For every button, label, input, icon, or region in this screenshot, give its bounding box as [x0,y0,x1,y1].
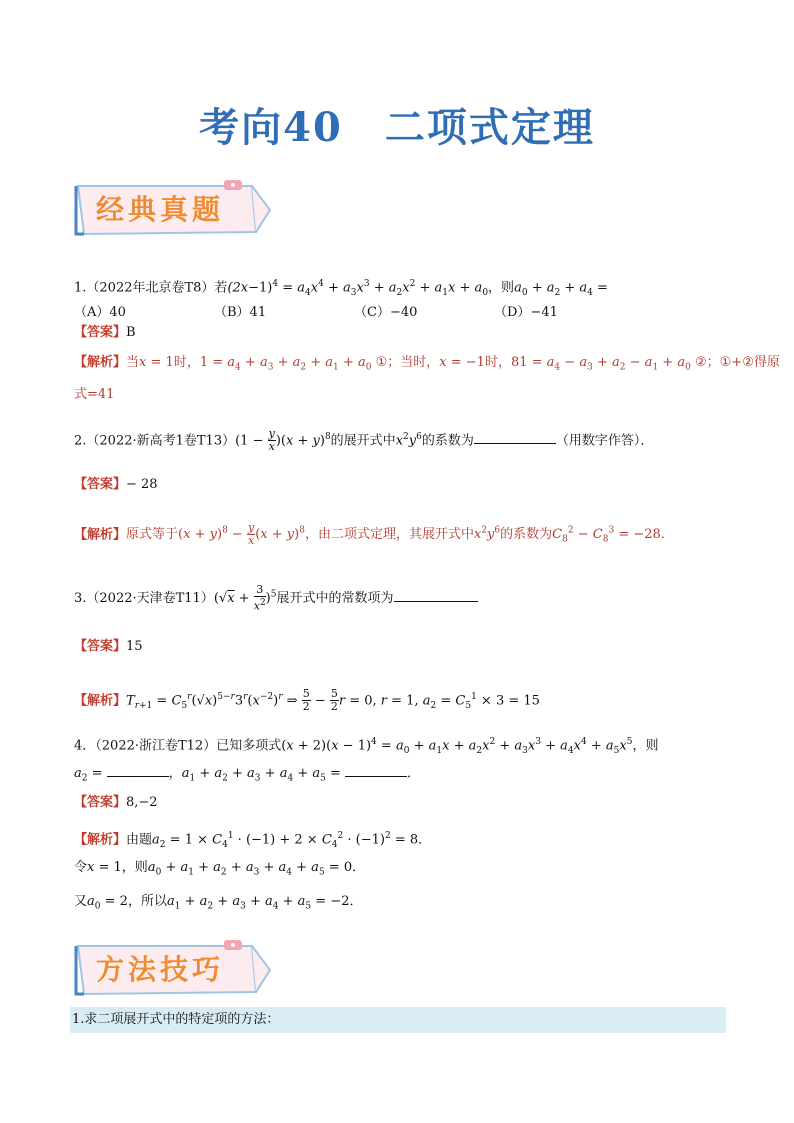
q1-stem-end: ，则 [488,280,515,296]
analysis-tag: 【解析】 [74,527,127,543]
question-1: 1.（2022年北京卷T8）若$(2x-1)^4 = a_4x^4 + a_3x^3 + a_2x^2 + a_1x + a_0$，则$a_0 + a_2 + a_4$ = [74,279,608,298]
q1-analysis: 【解析】当x = 1时，$1 = a_4 + a_3 + a_2 + a_1 + a_0$ ①；当时，x = −1时，$81 = a_4 - a_3 + a_2 - a_1 + a_0$ ②；①+②得原 [74,355,780,373]
q3-analysis: 【解析】$T_{r+1} = C_5^r(√x)^{5-r}3^r(x^{-2})^r$ ⇒ $\frac{5}{2}$ − $\frac{5}{2}$ r = 0, r = 1, $a_2 = C_5^1 \times 3 = 15$ [74,687,540,714]
title-topic-name: 二项式定理 [384,104,595,151]
q1-analysis-text1: 时， [173,355,200,370]
q4-blanks: $a_2$ = ，$a_1 + a_2 + a_3 + a_4 + a_5$ = ． [74,766,421,784]
q4-analysis-intro: 由题 [126,832,153,848]
q4-line2-mid: ，则 [121,860,148,875]
q2-stem-mid: 的展开式中 [330,433,396,449]
q4-analysis-line2: 令x = 1，则$a_0 + a_1 + a_2 + a_3 + a_4 + a_5 = 0$． [74,860,366,878]
q2-analysis-mid: ，由二项式定理，其展开式中 [304,527,474,543]
question-2: 2.（2022·新高考1卷T13）(1 − $\frac{y}{x}$ )$(x + y)^8$的展开式中$x^2y^6$的系数为 （用数字作答）． [74,427,654,454]
section-title-classic: 经典真题 [96,193,225,226]
q4-answer [74,793,734,813]
q4-source: 4．（2022·浙江卷T12）已知多项式 [74,738,282,754]
answer-tag: 【答案】 [74,325,127,340]
q4-line3-start: 又 [74,894,88,909]
q1-source: 1.（2022年北京卷T8）若 [74,280,228,296]
q2-answer-value: − 28 [126,477,158,492]
question-4: 4．（2022·浙江卷T12）已知多项式$(x + 2)(x - 1)^4 = a_0 + a_1x + a_2x^2 + a_3x^3 + a_4x^4 + a_5x^5$，则 [74,737,659,756]
q4-answer-value: 8,−2 [126,795,158,810]
answer-tag: 【答案】 [74,477,127,492]
q2-answer-blank[interactable] [474,431,556,444]
q1-analysis-intro: 当 [126,355,140,370]
q1-analysis-tail: 式=41 [74,387,115,402]
q1-option-d: （D）−41 [494,305,558,320]
question-3: 3.（2022·天津卷T11）(√x + $\frac{3}{x^2}$ )$^5$展开式中的常数项为 [74,584,734,613]
q4-analysis-line3: 又$a_0 = 2$，所以$a_1 + a_2 + a_3 + a_4 + a_5 = -2$． [74,894,363,912]
q1-option-a: （A）40 [74,305,126,320]
q1-analysis-text4: ；①+②得原 [706,355,780,370]
q1-option-c: （C）−40 [354,305,418,320]
page-title [0,96,794,153]
answer-tag: 【答案】 [74,639,127,654]
q4-line2-start: 令 [74,860,88,875]
analysis-tag: 【解析】 [74,693,127,709]
q2-answer [74,475,734,495]
q3-answer-blank[interactable] [394,589,478,602]
analysis-tag: 【解析】 [74,832,127,848]
analysis-tag: 【解析】 [74,355,127,370]
q2-stem-end: 的系数为 [421,433,474,449]
q4-blank-sum[interactable] [345,764,407,777]
q1-analysis-text2: ；当时， [387,355,440,370]
q2-analysis: 【解析】原式等于$(x + y)^8$ − $\frac{y}{x}$ $(x + y)^8$，由二项式定理，其展开式中$x^2y^6$的系数为$C_8^2 - C_8^3 = -28$． [74,521,674,548]
q4-blank-a2[interactable] [107,764,169,777]
q3-stem-end: 展开式中的常数项为 [276,590,394,606]
q1-options [74,303,734,323]
q1-analysis-text3: 时， [484,355,511,370]
q1-option-b: （B）41 [214,305,267,320]
q3-answer-value: 15 [126,639,143,654]
section-banner-method [74,940,284,996]
q1-answer [74,323,734,343]
answer-tag: 【答案】 [74,795,127,810]
q2-source: 2.（2022·新高考1卷T13） [74,433,236,449]
q4-stem-end: ，则 [632,738,659,754]
q2-analysis-intro: 原式等于 [126,527,179,543]
q1-answer-value: B [126,325,136,340]
q2-stem-tail: （用数字作答）． [555,433,654,449]
section-title-method: 方法技巧 [96,953,225,986]
section-banner-classic [74,180,284,236]
q3-answer [74,637,734,657]
q4-analysis: 【解析】由题$a_2 = 1 \times C_4^1 \cdot (-1) + 2 \times C_4^2 \cdot (-1)^2 = 8$． [74,831,432,850]
q2-analysis-end: 的系数为 [500,527,553,543]
q3-source: 3.（2022·天津卷T11） [74,590,214,606]
method-item-1: 1.求二项展开式中的特定项的方法： [70,1007,726,1033]
q4-line3-mid: ，所以 [127,894,167,909]
title-topic-number: 考向40 [199,104,343,151]
q2-analysis-result: = −28． [618,527,674,543]
